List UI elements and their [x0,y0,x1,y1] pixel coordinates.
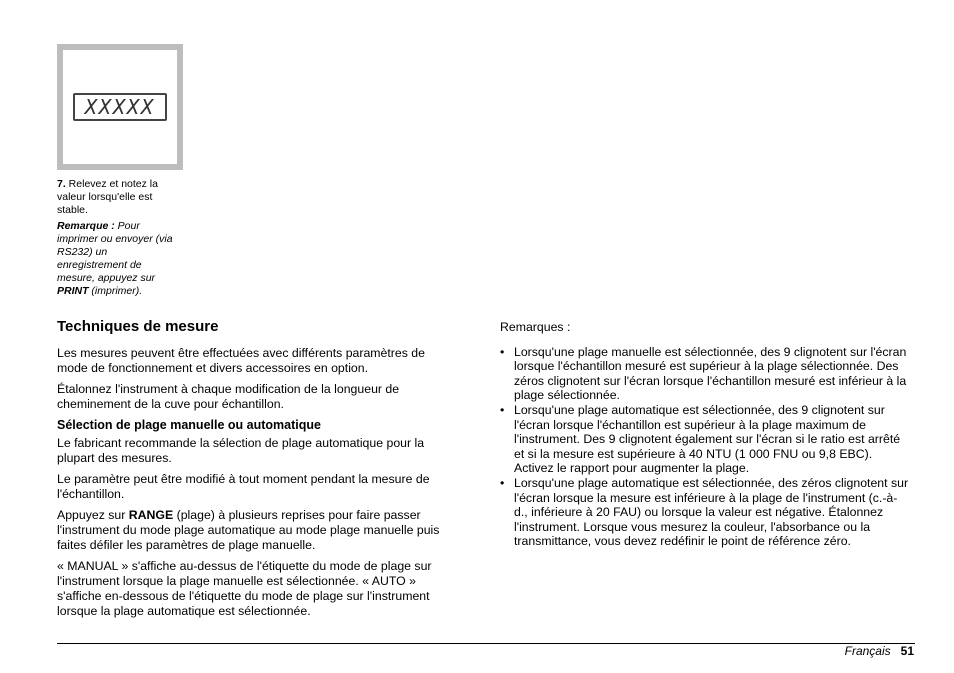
note-label: Remarque : [57,220,115,232]
range-key: RANGE [128,508,174,522]
list-item-text: Lorsqu'une plage automatique est sélectionnée, des zéros clignotent sur l'écran lorsque la mesure est inférieure à la plage de l'instrument (c.-à-d., inférieure à 20 FAU) ou lorsque la valeur est négative. Étalonnez l'instrument. Lorsque vous mesurez la couleur, l'absorbance ou la transmittance, vous devez redéfinir le point de référence zéro. [514,475,909,549]
list-item-text: Lorsqu'une plage manuelle est sélectionnée, des 9 clignotent sur l'écran lorsque l'échantillon mesuré est supérieur à la plage sélectionnée. Des zéros clignotent sur l'écran lorsque l'échantillon mesuré est inférieur à la plage sélectionnée. [514,344,907,403]
bullet-icon: • [500,402,505,417]
note-text-before: Pour imprimer ou envoyer (via RS232) un enregistrement de mesure, appuyez sur [57,220,173,284]
paragraph-4: Le paramètre peut être modifié à tout moment pendant la mesure de l'échantillon. [57,472,430,501]
step-number: 7. [57,178,66,190]
paragraph-5 [57,508,457,553]
display-figure [57,44,183,170]
lcd-display-icon: XXXXX [73,93,167,121]
footer-language: Français [844,644,891,658]
section-title: Techniques de mesure [57,318,219,335]
bullet-icon: • [500,475,505,490]
remarks-list [500,345,910,549]
footer-divider [57,643,915,644]
paragraph-2: Étalonnez l'instrument à chaque modification de la longueur de cheminement de la cuve pour échantillon. [57,382,400,411]
note-key: PRINT [57,285,89,297]
step-7 [57,178,177,217]
list-item [500,476,910,549]
paragraph-1: Les mesures peuvent être effectuées avec différents paramètres de mode de fonctionnement et divers accessoires en option. [57,346,425,375]
left-column [57,346,457,625]
page-number: 51 [900,644,914,658]
list-item [500,345,910,403]
step-text: Relevez et notez la valeur lorsqu'elle est stable. [57,178,158,216]
note-text-after: (imprimer). [88,285,143,297]
paragraph-6: « MANUAL » s'affiche au-dessus de l'étiquette du mode de plage sur l'instrument lorsque la plage manuelle est sélectionnée. « AUTO » s'affiche en-dessous de l'étiquette du mode de plage sur l'instrument lorsque la plage automatique est sélectionnée. [57,559,432,618]
paragraph-5-after: (plage) à plusieurs reprises pour faire passer l'instrument du mode plage automatique au mode plage manuelle puis faites défiler les paramètres de plage manuelle. [57,508,440,552]
footer [845,643,914,659]
paragraph-3: Le fabricant recommande la sélection de plage automatique pour la plupart des mesures. [57,436,425,465]
remarks-label: Remarques : [500,320,571,334]
note [57,220,173,298]
list-item-text: Lorsqu'une plage automatique est sélectionnée, des 9 clignotent sur l'écran lorsque l'échantillon est supérieur à la plage maximum de l'instrument. Des 9 clignotent également sur l'écran si le ratio est arrêté et si la mesure est supérieure à 40 NTU (1 000 FNU ou 9,8 EBC). Activez le rapport pour augmenter la plage. [514,402,901,476]
display-figure-frame [63,50,177,164]
paragraph-5-before: Appuyez sur [57,508,129,522]
list-item [500,403,910,476]
right-column [500,320,910,549]
bullet-icon: • [500,344,505,359]
subheading: Sélection de plage manuelle ou automatique [57,418,321,432]
